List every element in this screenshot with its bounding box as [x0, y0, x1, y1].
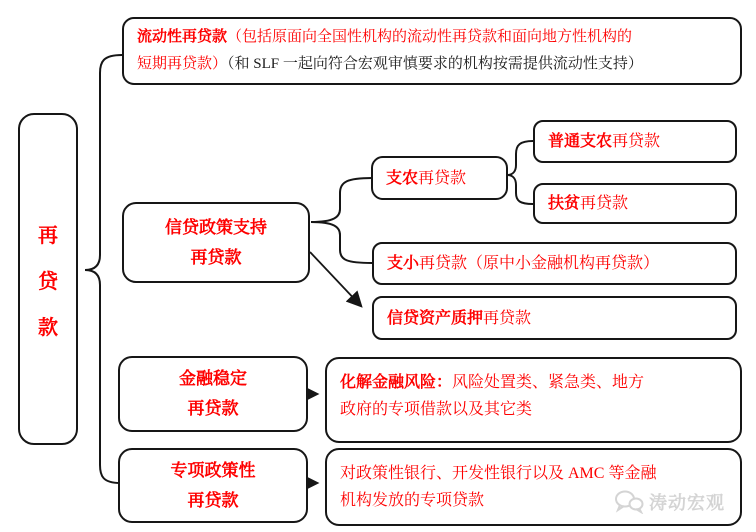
root-char-1: 再 — [38, 224, 58, 247]
special-policy-box — [118, 448, 308, 523]
credit-asset-label-bold: 信贷资产质押 — [387, 309, 484, 327]
liquidity-line-1 — [137, 24, 643, 51]
credit-asset-arrow — [310, 252, 361, 306]
policy-bank-line-2: 机构发放的专项贷款 — [340, 492, 485, 509]
credit-policy-line-1: 信贷政策支持 — [165, 217, 267, 237]
small-biz-box — [372, 242, 737, 285]
policy-bank-line-1: 对政策性银行、开发性银行以及 AMC 等金融 — [340, 465, 657, 482]
liquidity-box — [122, 17, 742, 85]
liquidity-title: 流动性再贷款 — [137, 29, 228, 45]
risk-line-1 — [340, 369, 644, 396]
root-box — [18, 113, 78, 445]
risk-line-2: 政府的专项借款以及其它类 — [340, 401, 533, 418]
wechat-bubbles-icon — [614, 490, 644, 514]
general-agri-label-bold: 普通支农 — [548, 133, 613, 150]
liquidity-line-2 — [137, 51, 643, 78]
root-char-3: 款 — [38, 316, 58, 339]
poverty-label-rest: 再贷款 — [580, 195, 629, 212]
special-policy-line-2: 再贷款 — [187, 490, 239, 510]
agri-label-rest: 再贷款 — [418, 169, 467, 187]
watermark-text: 涛动宏观 — [649, 493, 725, 513]
credit-asset-label-rest: 再贷款 — [483, 309, 532, 327]
risk-box — [325, 357, 742, 443]
small-biz-label-bold: 支小 — [387, 255, 420, 272]
agri-label-bold: 支农 — [386, 169, 419, 187]
credit-asset-box — [372, 296, 737, 340]
risk-label-rest: 风险处置类、紧急类、地方 — [452, 374, 645, 391]
financial-stability-line-2: 再贷款 — [187, 399, 239, 418]
general-agri-box — [533, 120, 737, 163]
small-biz-label-rest: 再贷款（原中小金融机构再贷款） — [419, 255, 660, 272]
liquidity-note-red-2: 短期再贷款） — [137, 56, 228, 72]
root-char-2: 贷 — [38, 270, 58, 293]
poverty-label-bold: 扶贫 — [548, 195, 581, 212]
financial-stability-line-1: 金融稳定 — [179, 369, 247, 388]
credit-policy-brace — [311, 178, 372, 263]
general-agri-label-rest: 再贷款 — [612, 133, 661, 150]
poverty-box — [533, 183, 737, 224]
watermark — [614, 489, 725, 515]
financial-stability-box — [118, 356, 308, 432]
liquidity-note-black: （和 SLF 一起向符合宏观审慎要求的机构按需提供流动性支持） — [227, 56, 643, 72]
special-policy-line-1: 专项政策性 — [170, 460, 256, 480]
credit-policy-line-2: 再贷款 — [190, 247, 242, 267]
liquidity-note-red: （包括原面向全国性机构的流动性再贷款和面向地方性机构的 — [227, 29, 633, 45]
agri-brace — [507, 141, 533, 204]
risk-label-bold: 化解金融风险： — [340, 374, 453, 391]
root-brace — [85, 55, 122, 483]
credit-policy-box — [122, 202, 310, 283]
agri-box — [371, 156, 508, 200]
